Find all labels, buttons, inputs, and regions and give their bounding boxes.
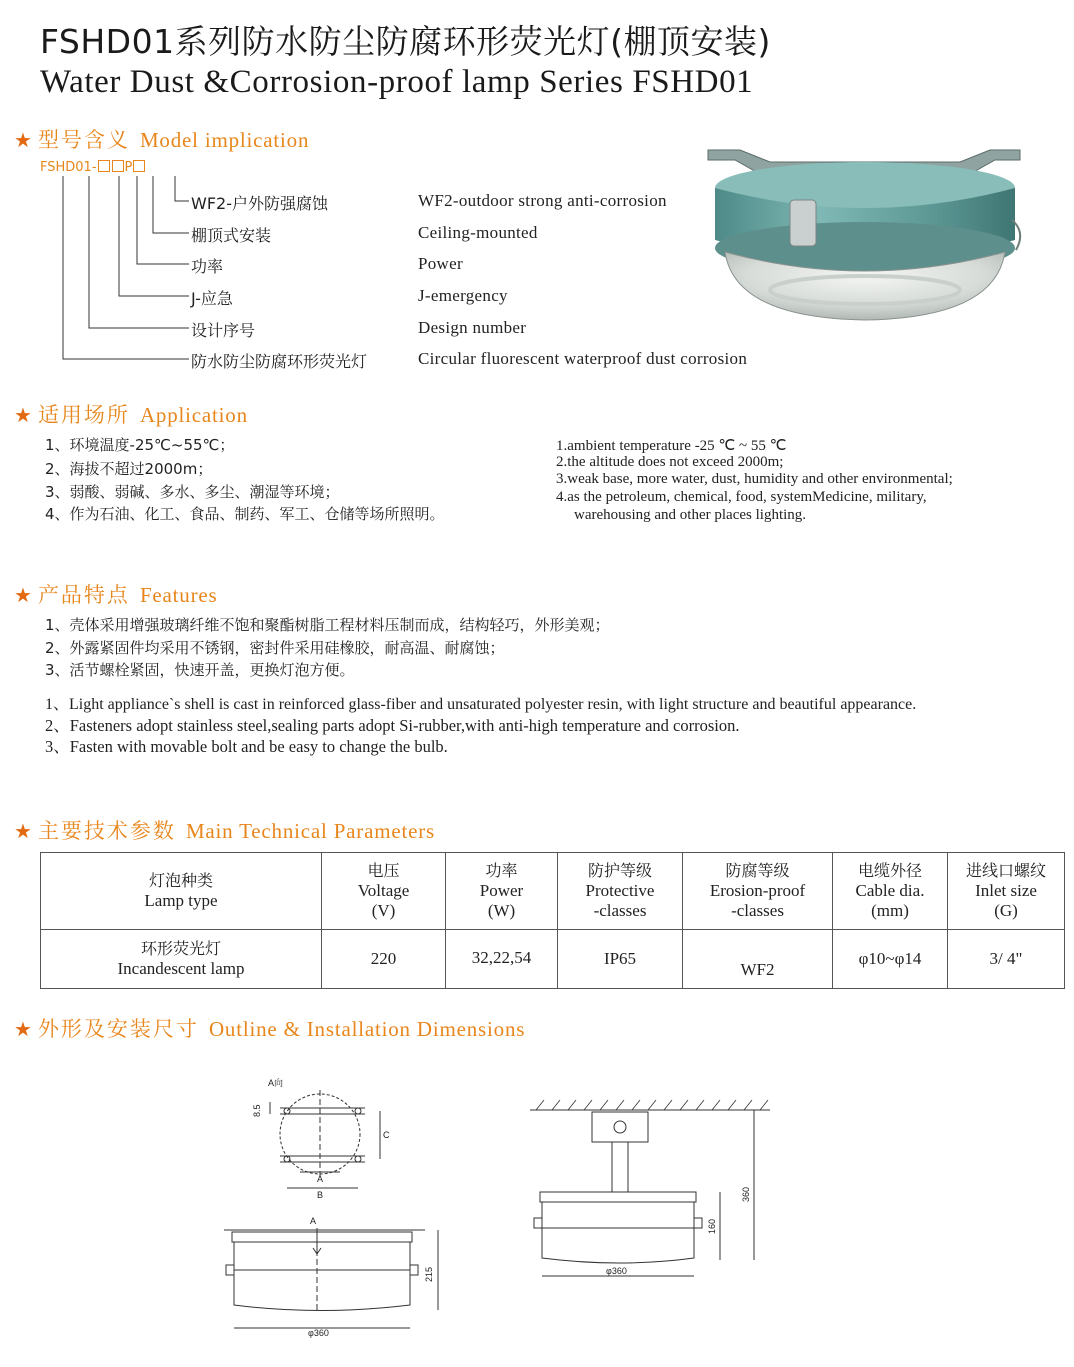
section-application-en: Application: [139, 403, 248, 427]
legend-en-1: WF2-outdoor strong anti-corrosion: [418, 191, 667, 210]
features-en-1: 1、Light appliance`s shell is cast in reinforced glass-fiber and unsaturated polyester resin, with light structure and beautiful appearance.: [45, 696, 917, 713]
star-icon: ★: [14, 583, 32, 607]
header-protective: 防护等级 Protective -classes: [558, 853, 683, 930]
dim-b: B: [317, 1190, 324, 1200]
legend-en-4: J-emergency: [418, 286, 508, 305]
header-lamp-type: 灯泡种类 Lamp type: [41, 853, 322, 930]
drawing-a-view: [250, 1072, 400, 1202]
dim-a: A: [317, 1174, 324, 1184]
features-cn-2: 2、外露紧固件均采用不锈钢，密封件采用硅橡胶，耐高温、耐腐蚀；: [45, 639, 505, 657]
parameters-table: [40, 852, 1065, 989]
cell-inlet: 3/ 4": [948, 930, 1065, 989]
legend-cn-5: 设计序号: [191, 321, 256, 340]
section-features-heading: [14, 579, 217, 609]
legend-cn-3: 功率: [191, 257, 224, 276]
application-cn-4: 4、作为石油、化工、食品、制药、军工、仓储等场所照明。: [45, 505, 445, 523]
dim-360-right: φ360: [606, 1266, 627, 1276]
features-en-2: 2、Fasteners adopt stainless steel,sealing parts adopt Si-rubber,with anti-high temperature and corrosion.: [45, 716, 740, 735]
features-cn-1: 1、壳体采用增强玻璃纤维不饱和聚酯树脂工程材料压制而成，结构轻巧，外形美观；: [45, 616, 610, 634]
arrow-a-label: A: [310, 1216, 317, 1226]
view-label: A向: [268, 1078, 284, 1088]
features-en-3: 3、Fasten with movable bolt and be easy to change the bulb.: [45, 737, 448, 756]
section-parameters-cn: 主要技术参数: [37, 819, 176, 843]
star-icon: ★: [14, 128, 32, 152]
drawing-installation-view: [530, 1098, 780, 1288]
product-photo: [700, 140, 1040, 350]
features-cn-3: 3、活节螺栓紧固，快速开盖，更换灯泡方便。: [45, 661, 355, 679]
section-dimensions-cn: 外形及安装尺寸: [37, 1017, 199, 1041]
application-en-5: warehousing and other places lighting.: [574, 507, 807, 523]
section-model-cn: 型号含义: [37, 128, 130, 152]
section-parameters-en: Main Technical Parameters: [185, 819, 435, 843]
model-code-prefix: FSHD01-: [40, 160, 97, 175]
dim-8-5: 8.5: [252, 1104, 262, 1117]
section-features-cn: 产品特点: [37, 583, 130, 607]
legend-cn-1: WF2-户外防强腐蚀: [191, 194, 328, 213]
dim-c: C: [383, 1130, 390, 1140]
model-leader-lines: [55, 172, 195, 364]
application-cn-1: 1、环境温度-25℃~55℃；: [45, 436, 235, 454]
star-icon: ★: [14, 403, 32, 427]
section-features-en: Features: [139, 583, 218, 607]
header-cable: 电缆外径 Cable dia. (mm): [833, 853, 948, 930]
cell-protective: IP65: [558, 930, 683, 989]
section-dimensions-en: Outline & Installation Dimensions: [208, 1017, 526, 1041]
code-box-3: [133, 160, 145, 172]
legend-cn-6: 防水防尘防腐环形荧光灯: [191, 352, 368, 371]
header-erosion: 防腐等级 Erosion-proof -classes: [683, 853, 833, 930]
table-header-row: [41, 853, 1065, 930]
header-voltage: 电压 Voltage (V): [322, 853, 446, 930]
cell-cable: φ10~φ14: [833, 930, 948, 989]
code-box-1: [98, 160, 110, 172]
table-row: [41, 930, 1065, 989]
header-power: 功率 Power (W): [446, 853, 558, 930]
section-application-heading: [14, 399, 248, 429]
cell-voltage: 220: [322, 930, 446, 989]
dim-360-left: φ360: [308, 1328, 329, 1338]
section-dimensions-heading: [14, 1013, 525, 1043]
star-icon: ★: [14, 1017, 32, 1041]
application-en-4: 4.as the petroleum, chemical, food, systemMedicine, military,: [556, 489, 927, 505]
application-en-3: 3.weak base, more water, dust, humidity and other environmental;: [556, 471, 953, 487]
legend-cn-2: 棚顶式安装: [191, 226, 272, 245]
model-code-letter: P: [124, 160, 133, 175]
dim-360-height: 360: [741, 1186, 751, 1202]
legend-en-6: Circular fluorescent waterproof dust corrosion: [418, 349, 748, 368]
dim-215: 215: [424, 1266, 434, 1282]
application-cn-2: 2、海拔不超过2000m；: [45, 460, 213, 478]
application-cn-3: 3、弱酸、弱碱、多水、多尘、潮湿等环境；: [45, 483, 340, 501]
section-parameters-heading: [14, 815, 435, 845]
page-title-cn: FSHD01系列防水防尘防腐环形荧光灯(棚顶安装): [40, 22, 771, 61]
dim-160: 160: [707, 1218, 717, 1234]
cell-lamp-type: 环形荧光灯 Incandescent lamp: [41, 930, 322, 989]
cell-power: 32,22,54: [446, 930, 558, 989]
legend-en-5: Design number: [418, 318, 527, 337]
page-title-en: Water Dust &Corrosion-proof lamp Series FSHD01: [40, 64, 754, 100]
star-icon: ★: [14, 819, 32, 843]
application-en-1: 1.ambient temperature -25 ℃ ~ 55 ℃: [556, 438, 787, 454]
cell-erosion: WF2: [683, 930, 833, 989]
header-inlet: 进线口螺纹 Inlet size (G): [948, 853, 1065, 930]
section-model-en: Model implication: [139, 128, 310, 152]
section-application-cn: 适用场所: [37, 403, 130, 427]
section-model-heading: [14, 124, 309, 154]
legend-en-3: Power: [418, 254, 463, 273]
code-box-2: [112, 160, 124, 172]
drawing-side-view: [220, 1210, 450, 1340]
legend-cn-4: J-应急: [191, 289, 233, 308]
legend-en-2: Ceiling-mounted: [418, 223, 538, 242]
application-en-2: 2.the altitude does not exceed 2000m;: [556, 454, 784, 470]
